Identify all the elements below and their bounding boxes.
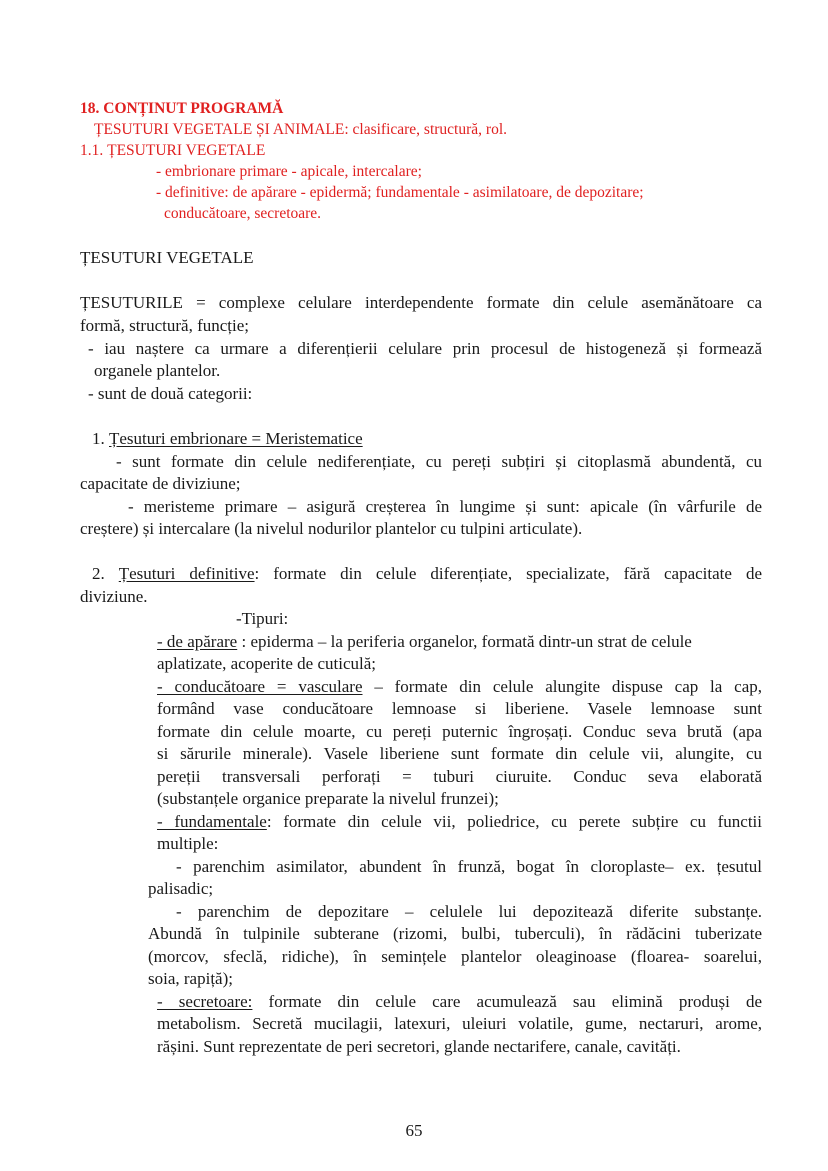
parenchim-depozitare-cont: soia, rapiță); bbox=[148, 969, 233, 988]
intro-bullet-histogeneza-cont: organele plantelor. bbox=[94, 361, 221, 380]
aparare-cont: aplatizate, acoperite de cuticulă; bbox=[157, 654, 376, 673]
definitive-number: 2. bbox=[92, 564, 105, 583]
aparare-line bbox=[157, 631, 692, 653]
conducatoare-line bbox=[157, 676, 762, 698]
conducatoare-line-6: (substanțele organice preparate la nivelul frunzei); bbox=[157, 789, 499, 808]
fundamentale-cont: multiple: bbox=[157, 834, 219, 853]
intro-bullet-categorii: - sunt de două categorii: bbox=[88, 384, 253, 403]
definitive-heading bbox=[92, 563, 762, 585]
conducatoare-line-5: pereții transversali perforați = tuburi ciuruite. Conduc seva elaborată bbox=[157, 767, 762, 786]
intro-definition-cont: formă, structură, funcție; bbox=[80, 316, 249, 335]
fundamentale-line bbox=[157, 811, 762, 833]
program-item-definitive: - definitive: de apărare - epidermă; fundamentale - asimilatoare, de depozitare; bbox=[156, 184, 644, 201]
parenchim-depozitare-line-2: Abundă în tulpinile subterane (rizomi, bulbi, tuberculi), în rădăcini tuberizate bbox=[148, 924, 762, 943]
embrionare-number: 1. bbox=[92, 429, 105, 448]
embrionare-p1-line: - sunt formate din celule nediferențiate, cu pereți subțiri și citoplasmă abundentă, cu bbox=[116, 452, 762, 471]
conducatoare-line-2: formând vase conducătoare lemnoase si liberiene. Vasele lemnoase sunt bbox=[157, 699, 762, 718]
conducatoare-label: - conducătoare = vasculare bbox=[157, 677, 363, 696]
tipuri-label: -Tipuri: bbox=[236, 609, 289, 628]
parenchim-depozitare-line-3: (morcov, sfeclă, ridiche), în semințele plantelor oleaginoase (floarea- soarelui, bbox=[148, 947, 762, 966]
parenchim-asimilator-line: - parenchim asimilator, abundent în frunză, bogat în cloroplaste– ex. țesutul bbox=[176, 857, 762, 876]
secretoare-line bbox=[157, 991, 762, 1013]
secretoare-line-2: metabolism. Secretă mucilagii, latexuri, uleiuri volatile, gume, nectaruri, arome, bbox=[157, 1014, 762, 1033]
intro-definition-line: ȚESUTURILE = complexe celulare interdependente formate din celule asemănătoare ca bbox=[80, 293, 762, 312]
secretoare-line-3: rășini. Sunt reprezentate de peri secretori, glande nectarifere, canale, cavități. bbox=[157, 1037, 681, 1056]
parenchim-asimilator-cont: palisadic; bbox=[148, 879, 214, 898]
aparare-label: - de apărare bbox=[157, 632, 238, 651]
program-title: 18. CONȚINUT PROGRAMĂ bbox=[80, 100, 284, 117]
program-subtitle: ȚESUTURI VEGETALE ȘI ANIMALE: clasificare, structură, rol. bbox=[94, 121, 507, 138]
embrionare-p2-cont: creștere) și intercalare (la nivelul nodurilor plantelor cu tulpini articulate). bbox=[80, 519, 583, 538]
definitive-description: : formate din celule diferențiate, specializate, fără capacitate de bbox=[254, 564, 762, 583]
secretoare-text: formate din celule care acumulează sau elimină produși de bbox=[252, 992, 763, 1011]
fundamentale-label: - fundamentale bbox=[157, 812, 267, 831]
secretoare-label: - secretoare: bbox=[157, 992, 253, 1011]
intro-bullet-histogeneza: - iau naștere ca urmare a diferențierii celulare prin procesul de histogeneză și formează bbox=[88, 339, 762, 358]
conducatoare-text: – formate din celule alungite dispuse cap la cap, bbox=[362, 677, 762, 696]
embrionare-p2-line: - meristeme primare – asigură creșterea în lungime și sunt: apicale (în vârfurile de bbox=[128, 497, 762, 516]
program-item-definitive-cont: conducătoare, secretoare. bbox=[164, 205, 322, 222]
embrionare-heading bbox=[92, 428, 363, 450]
program-section: 1.1. ȚESUTURI VEGETALE bbox=[80, 142, 266, 159]
definitive-description-cont: diviziune. bbox=[80, 587, 148, 606]
conducatoare-line-3: formate din celule moarte, cu pereți puternic îngroșați. Conduc seva brută (apa bbox=[157, 722, 762, 741]
definitive-title: Țesuturi definitive bbox=[118, 564, 255, 583]
embrionare-p1-cont: capacitate de diviziune; bbox=[80, 474, 241, 493]
embrionare-title: Țesuturi embrionare = Meristematice bbox=[109, 429, 363, 448]
parenchim-depozitare-line: - parenchim de depozitare – celulele lui depozitează diferite substanțe. bbox=[176, 902, 762, 921]
section-heading: ȚESUTURI VEGETALE bbox=[80, 248, 254, 267]
conducatoare-line-4: si sărurile minerale). Vasele liberiene sunt formate din celule vii, alungite, cu bbox=[157, 744, 762, 763]
aparare-text: : epiderma – la periferia organelor, formată dintr-un strat de celule bbox=[237, 632, 692, 651]
fundamentale-text: : formate din celule vii, poliedrice, cu perete subțire cu functii bbox=[266, 812, 762, 831]
page-number: 65 bbox=[405, 1121, 423, 1140]
program-item-embrionare: - embrionare primare - apicale, intercalare; bbox=[156, 163, 422, 180]
